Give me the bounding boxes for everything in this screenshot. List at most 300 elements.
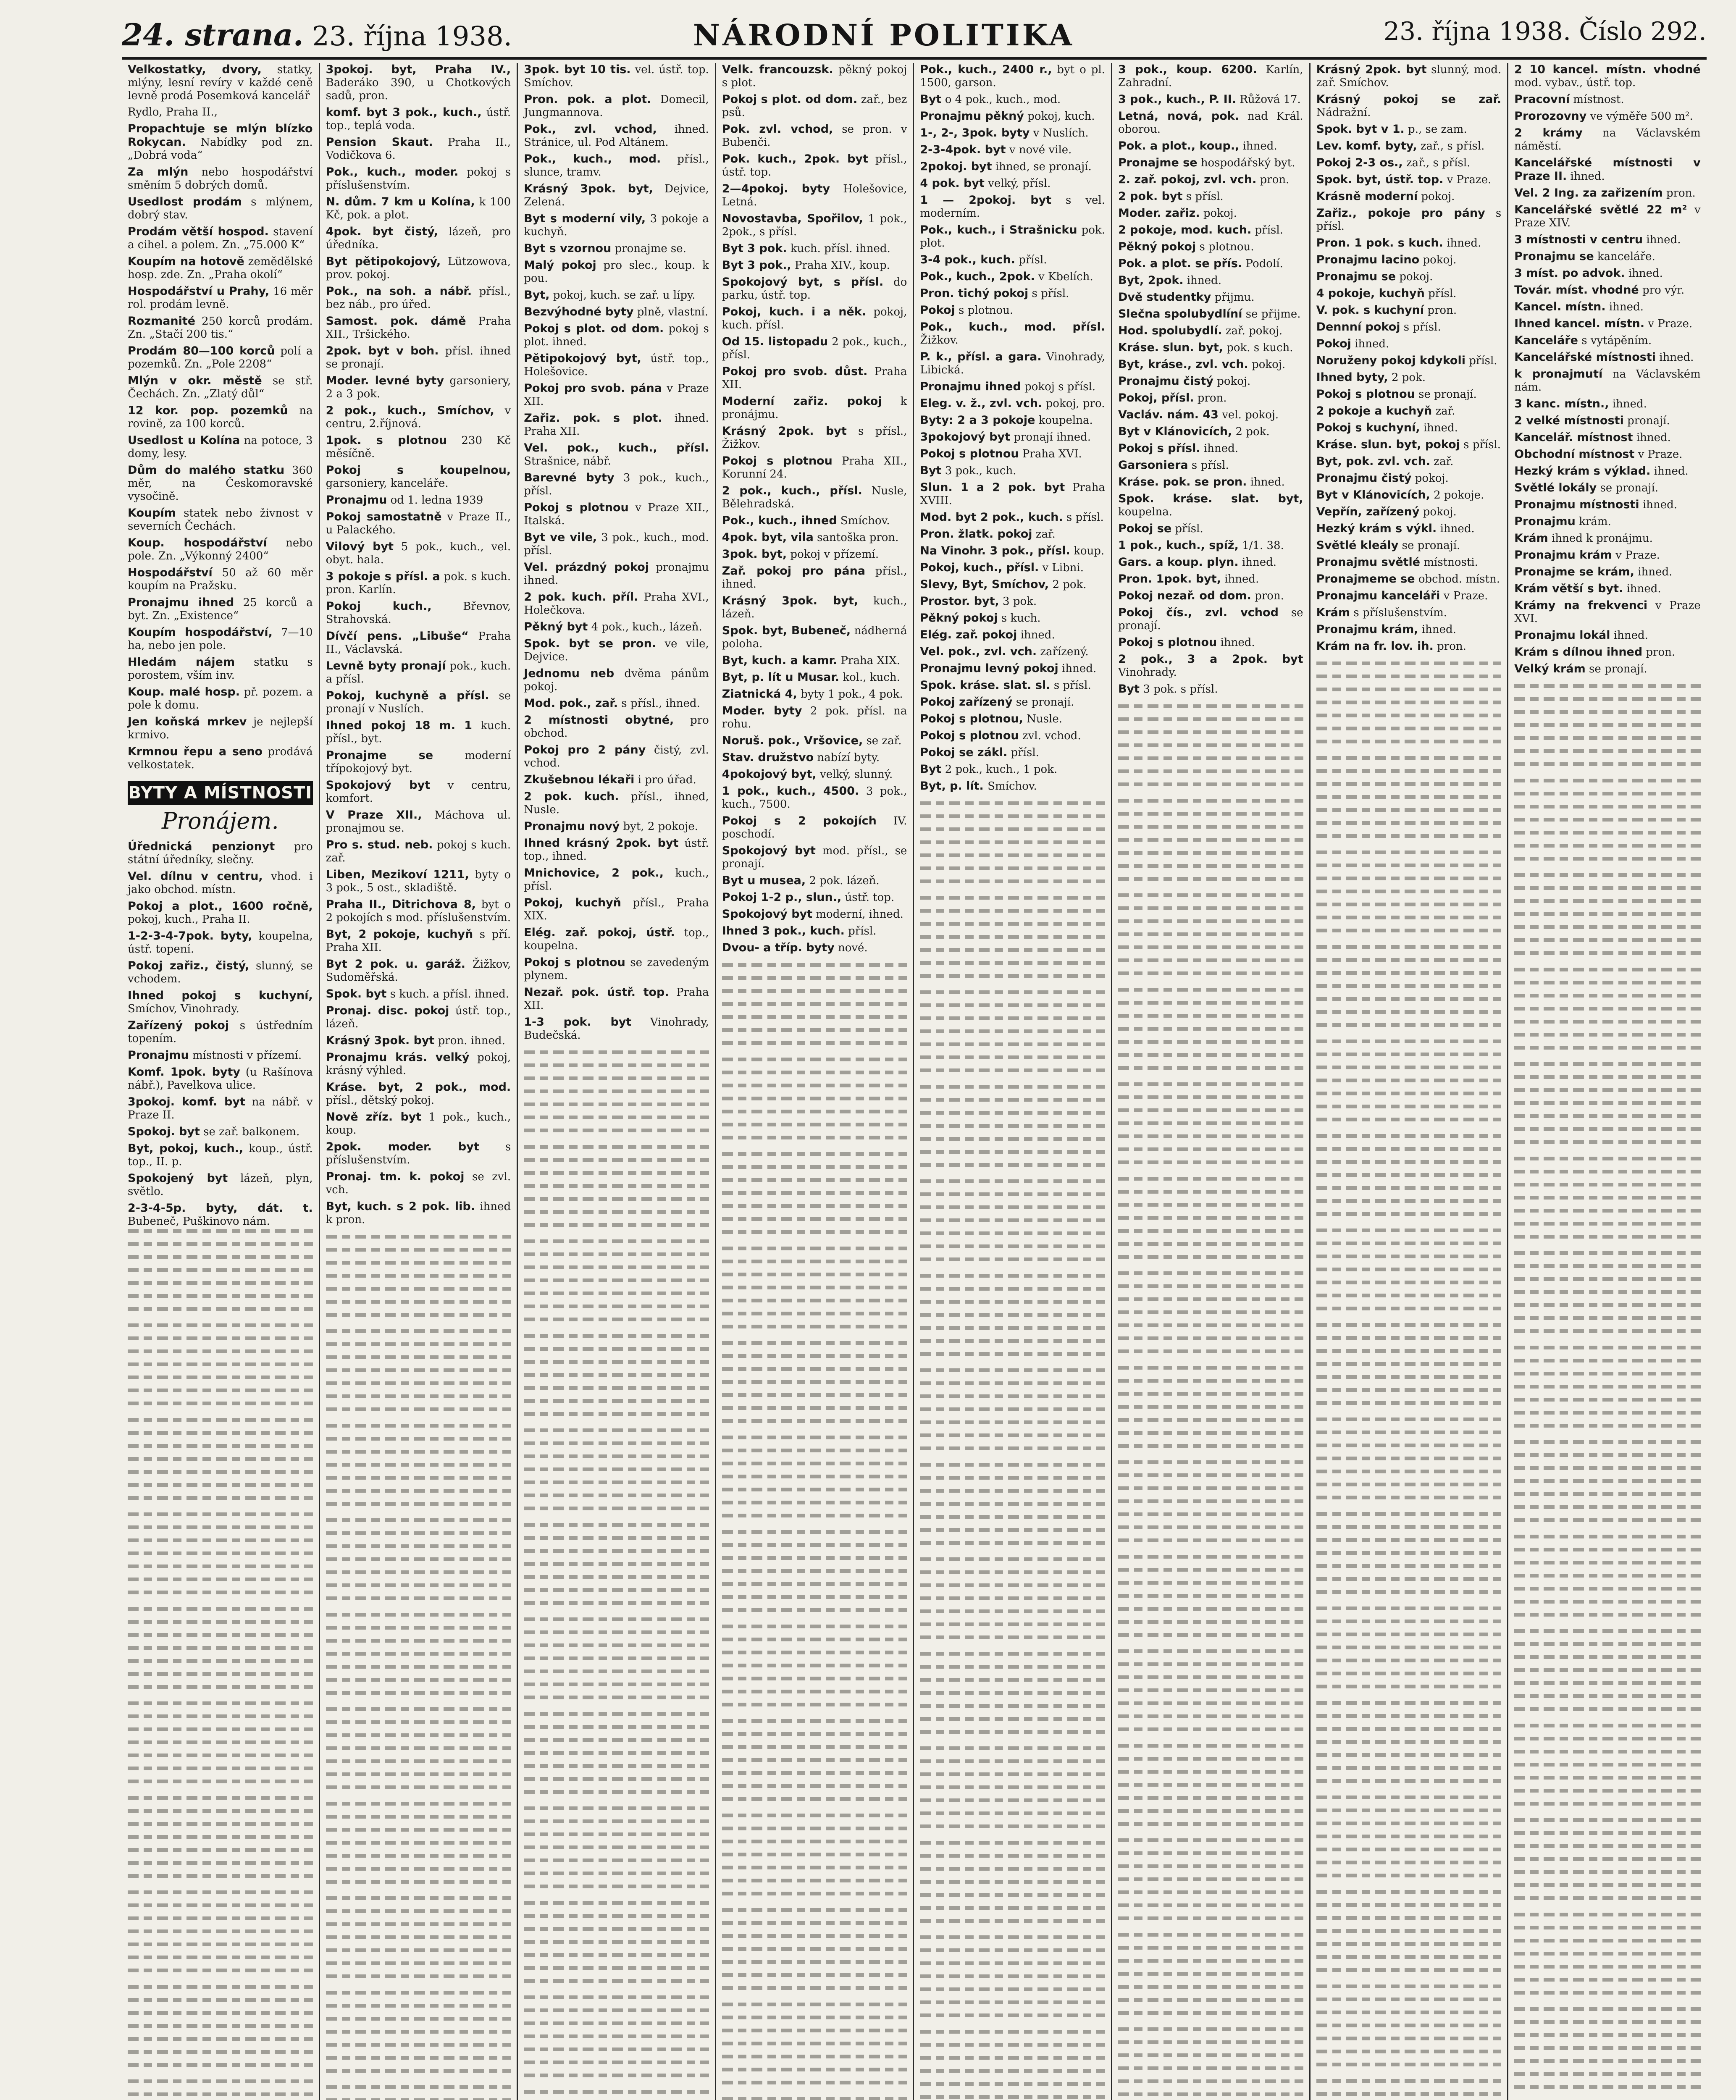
classified-ad bbox=[524, 352, 709, 378]
ad-body: Máchova ul. pronajmou se. bbox=[326, 809, 511, 835]
ad-body: ihned. bbox=[1020, 629, 1055, 641]
classified-ad bbox=[1118, 156, 1303, 170]
text-line bbox=[1118, 699, 1303, 712]
dense-text-texture bbox=[920, 796, 1105, 2100]
ad-body: ihned. bbox=[1220, 636, 1255, 649]
classified-ad bbox=[1316, 63, 1502, 89]
text-line bbox=[326, 1969, 511, 1982]
text-line bbox=[1514, 976, 1701, 989]
text-line bbox=[128, 1586, 313, 1599]
text-line bbox=[722, 1186, 907, 1199]
text-line bbox=[326, 1647, 511, 1660]
text-line bbox=[920, 904, 1105, 917]
classified-ad bbox=[326, 1051, 511, 1077]
ad-body: nebo hospodářství směním 5 dobrých domů. bbox=[128, 166, 313, 192]
text-line bbox=[722, 1375, 907, 1388]
text-line bbox=[1118, 764, 1303, 777]
text-line bbox=[1514, 1702, 1701, 1715]
text-line bbox=[1118, 1426, 1303, 1439]
ad-body: s ústředním topením. bbox=[128, 1019, 313, 1045]
ad-body: přísl., ihned, Nusle. bbox=[524, 790, 709, 816]
text-line bbox=[1118, 1859, 1303, 1872]
text-line bbox=[920, 1252, 1105, 1265]
text-line bbox=[1514, 1973, 1701, 1986]
ad-body: do parku, ústř. top. bbox=[722, 276, 907, 302]
ad-headline: Pok., zvl. vchod, bbox=[524, 123, 657, 136]
text-line bbox=[1118, 1494, 1303, 1507]
classified-ad bbox=[326, 1004, 511, 1031]
ad-body: ihned. bbox=[1609, 301, 1644, 313]
ad-headline: 4pok. byt čistý, bbox=[326, 225, 439, 238]
ad-headline: Pok. kuch., 2pok. byt bbox=[722, 152, 868, 165]
ad-headline: Pronajmu se bbox=[1316, 270, 1396, 283]
text-line bbox=[1316, 682, 1502, 696]
classified-ad bbox=[1514, 431, 1701, 444]
ad-headline: Byt, kuch. a kamr. bbox=[722, 654, 838, 667]
text-line bbox=[1118, 940, 1303, 953]
text-line bbox=[1118, 1846, 1303, 1859]
classified-ad bbox=[1514, 203, 1701, 230]
classified-ad bbox=[524, 412, 709, 438]
text-line bbox=[1118, 1468, 1303, 1481]
ad-body: 250 korců prodám. Zn. „Stačí 200 tis.“ bbox=[128, 315, 313, 341]
text-line bbox=[1514, 1569, 1701, 1582]
text-line bbox=[524, 1651, 709, 1664]
classified-ad bbox=[722, 548, 907, 561]
text-line bbox=[920, 1660, 1105, 1673]
text-line bbox=[1514, 894, 1701, 907]
ad-body: pokoj, kuch., Praha II. bbox=[128, 913, 250, 926]
ad-headline: 3 kanc. místn., bbox=[1514, 397, 1609, 410]
text-line bbox=[326, 1780, 511, 1793]
text-line bbox=[920, 1591, 1105, 1604]
ad-headline: Pokoj pro 2 pány bbox=[524, 743, 646, 756]
text-line bbox=[1514, 1217, 1701, 1230]
text-line bbox=[722, 1160, 907, 1173]
text-line bbox=[722, 1603, 907, 1616]
text-line bbox=[1316, 722, 1502, 735]
ad-headline: Pěkný pokoj bbox=[920, 612, 998, 625]
classified-ad bbox=[128, 1066, 313, 1092]
ad-headline: Vel. pok., zvl. vch. bbox=[920, 645, 1037, 658]
text-line bbox=[524, 1299, 709, 1312]
classified-ad bbox=[128, 1019, 313, 1045]
text-line bbox=[722, 984, 907, 997]
text-line bbox=[1118, 807, 1303, 820]
classified-ad bbox=[920, 110, 1105, 123]
classified-ad bbox=[1316, 421, 1502, 435]
text-line bbox=[128, 2032, 313, 2045]
ad-headline: Pronajmu kanceláři bbox=[1316, 589, 1440, 602]
text-line bbox=[722, 1362, 907, 1375]
classified-ad bbox=[128, 225, 313, 252]
text-line bbox=[1316, 1155, 1502, 1168]
text-line bbox=[920, 1347, 1105, 1360]
ad-body: pokoj, krásný výhled. bbox=[326, 1051, 511, 1077]
ad-body: ihned. bbox=[1421, 623, 1456, 636]
text-line bbox=[920, 2077, 1105, 2090]
ad-headline: 1 — 2pokoj. byt bbox=[920, 194, 1052, 207]
text-line bbox=[920, 796, 1105, 809]
classified-ad bbox=[920, 126, 1105, 140]
ad-body: v Libni. bbox=[1042, 562, 1084, 574]
ad-body: pronají. bbox=[1627, 415, 1670, 427]
ad-headline: k pronajmutí bbox=[1514, 368, 1603, 381]
text-line bbox=[920, 1767, 1105, 1780]
classified-ad bbox=[326, 285, 511, 311]
classified-ad bbox=[1118, 274, 1303, 287]
text-line bbox=[1118, 1696, 1303, 1709]
classified-ad bbox=[1316, 337, 1502, 351]
text-line bbox=[1316, 1843, 1502, 1856]
classified-ad bbox=[326, 225, 511, 252]
classified-ad bbox=[1316, 139, 1502, 153]
ad-body: ústř. top., ihned. bbox=[524, 837, 709, 863]
text-line bbox=[1316, 1748, 1502, 1761]
text-line bbox=[1118, 1022, 1303, 1035]
text-line bbox=[1316, 911, 1502, 924]
text-line bbox=[1316, 1370, 1502, 1383]
text-line bbox=[1118, 1520, 1303, 1533]
ad-headline: 1pok. s plotnou bbox=[326, 434, 447, 447]
text-line bbox=[128, 1830, 313, 1843]
text-line bbox=[1316, 885, 1502, 898]
ad-headline: Spokoj. byt bbox=[128, 1125, 200, 1138]
text-line bbox=[1316, 1168, 1502, 1181]
ad-body: se pronají v Nuslích. bbox=[326, 690, 511, 715]
text-line bbox=[524, 1746, 709, 1759]
text-line bbox=[722, 1470, 907, 1483]
text-line bbox=[920, 930, 1105, 943]
text-line bbox=[1316, 2074, 1502, 2087]
newspaper-title: NÁRODNÍ POLITIKA bbox=[693, 18, 1074, 52]
text-line bbox=[1514, 1041, 1701, 1054]
ad-headline: Byt v Klánovicích, bbox=[1118, 425, 1232, 438]
text-line bbox=[326, 2093, 511, 2100]
classified-ad bbox=[920, 320, 1105, 347]
ad-headline: Mod. byt 2 pok., kuch. bbox=[920, 511, 1063, 524]
text-line bbox=[326, 1282, 511, 1295]
text-line bbox=[722, 1590, 907, 1603]
text-line bbox=[524, 2029, 709, 2042]
right-date: 23. října 1938. bbox=[1383, 17, 1571, 46]
classified-columns bbox=[122, 63, 1707, 2100]
ad-headline: Mnichovice, 2 pok., bbox=[524, 866, 664, 879]
column-2 bbox=[320, 63, 518, 2100]
classified-ad bbox=[326, 659, 511, 686]
text-line bbox=[1118, 1550, 1303, 1563]
text-line bbox=[524, 1531, 709, 1544]
ad-body: pron. bbox=[1260, 173, 1290, 186]
text-line bbox=[920, 2025, 1105, 2038]
text-line bbox=[326, 1956, 511, 1969]
ad-body: s vel. moderním. bbox=[920, 194, 1105, 220]
ad-body: ihned. bbox=[1570, 170, 1605, 183]
text-line bbox=[1514, 1122, 1701, 1135]
text-line bbox=[1514, 1259, 1701, 1272]
text-line bbox=[920, 1334, 1105, 1347]
ad-body: 2 pok. lázeň. bbox=[809, 874, 880, 887]
ad-body: s přísl. bbox=[1191, 459, 1229, 472]
text-line bbox=[524, 1583, 709, 1596]
classified-ad bbox=[1316, 589, 1502, 603]
text-line bbox=[1316, 1129, 1502, 1142]
text-line bbox=[722, 1916, 907, 1929]
ad-headline: Pronajmu krám bbox=[1514, 549, 1612, 562]
classified-ad bbox=[524, 620, 709, 634]
ad-headline: 1-, 2-, 3pok. byty bbox=[920, 126, 1030, 139]
ad-headline: Byt pětipokojový, bbox=[326, 255, 441, 268]
text-line bbox=[128, 1357, 313, 1370]
ad-headline: 3pokoj. komf. byt bbox=[128, 1095, 245, 1108]
text-line bbox=[326, 1591, 511, 1604]
text-line bbox=[1118, 820, 1303, 833]
text-line bbox=[722, 1118, 907, 1131]
classified-ad bbox=[1316, 404, 1502, 418]
text-line bbox=[1316, 1276, 1502, 1289]
classified-ad bbox=[920, 414, 1105, 427]
text-line bbox=[920, 1308, 1105, 1321]
classified-ad bbox=[128, 464, 313, 503]
ad-body: kuch. přísl. ihned. bbox=[790, 242, 890, 255]
text-line bbox=[1316, 872, 1502, 885]
text-line bbox=[326, 2080, 511, 2093]
ad-body: přísl., ihned. bbox=[722, 565, 907, 591]
ad-body: se pronají. bbox=[1589, 663, 1647, 675]
text-line bbox=[1514, 731, 1701, 744]
ad-headline: Pro s. stud. neb. bbox=[326, 838, 433, 851]
text-line bbox=[920, 1119, 1105, 1132]
ad-body: pro slec., koup. k pou. bbox=[524, 259, 709, 285]
text-line bbox=[722, 1809, 907, 1822]
text-line bbox=[1118, 1589, 1303, 1602]
text-line bbox=[1118, 1237, 1303, 1250]
dense-text-texture bbox=[1514, 679, 1701, 2100]
ad-headline: Prostor. byt, bbox=[920, 595, 999, 608]
text-line bbox=[1316, 1628, 1502, 1641]
ad-body: pro státní úředníky, slečny. bbox=[128, 840, 313, 866]
text-line bbox=[1316, 1181, 1502, 1194]
text-line bbox=[326, 2012, 511, 2025]
ad-headline: Pokoj 2-3 os., bbox=[1316, 156, 1403, 169]
text-line bbox=[722, 1835, 907, 1848]
ad-body: v Praze. bbox=[1638, 448, 1683, 461]
text-line bbox=[722, 1225, 907, 1238]
text-line bbox=[920, 1888, 1105, 1901]
ad-body: 2 pok. bbox=[1391, 371, 1426, 384]
text-line bbox=[128, 1817, 313, 1830]
text-line bbox=[128, 1667, 313, 1680]
text-line bbox=[128, 1318, 313, 1331]
text-line bbox=[128, 1302, 313, 1315]
text-line bbox=[524, 1853, 709, 1866]
classified-ad bbox=[326, 868, 511, 895]
ad-headline: Ihned byty, bbox=[1316, 371, 1388, 384]
classified-ad bbox=[1316, 572, 1502, 586]
ad-body: přísl., dětský pokoj. bbox=[326, 1094, 434, 1107]
ad-body: přísl., bez náb., pro úřed. bbox=[326, 285, 511, 311]
classified-ad bbox=[524, 866, 709, 893]
ad-body: místnost. bbox=[1573, 93, 1624, 106]
text-line bbox=[1118, 996, 1303, 1009]
ad-body: s plotnou. bbox=[1199, 241, 1254, 253]
text-line bbox=[722, 1242, 907, 1255]
classified-ad bbox=[128, 344, 313, 371]
ad-body: přísl. bbox=[1428, 287, 1457, 300]
text-line bbox=[1514, 1324, 1701, 1337]
ad-headline: Byt, kráse., zvl. vch. bbox=[1118, 358, 1248, 371]
text-line bbox=[722, 1903, 907, 1916]
ad-headline: 3pokojový byt bbox=[920, 430, 1011, 444]
text-line bbox=[1514, 1543, 1701, 1556]
ad-headline: Mlýn v okr. městě bbox=[128, 374, 262, 387]
text-line bbox=[1514, 1002, 1701, 1015]
text-line bbox=[1514, 1070, 1701, 1083]
classified-ad bbox=[920, 287, 1105, 300]
text-line bbox=[1316, 1992, 1502, 2006]
text-line bbox=[524, 1449, 709, 1462]
text-line bbox=[1514, 1865, 1701, 1878]
ad-body: pok. s kuch. bbox=[1226, 341, 1293, 354]
text-line bbox=[326, 1432, 511, 1445]
text-line bbox=[524, 1368, 709, 1381]
classified-ad bbox=[920, 253, 1105, 267]
classified-ad bbox=[1514, 63, 1701, 89]
ad-headline: Pok. a plot., koup., bbox=[1118, 139, 1240, 152]
classified-ad bbox=[722, 814, 907, 841]
ad-headline: Za mlýn bbox=[128, 165, 189, 178]
classified-ad bbox=[524, 63, 709, 89]
ad-headline: 2 10 kancel. místn. vhodné bbox=[1514, 63, 1701, 76]
ad-body: 2 pok. bbox=[1235, 425, 1270, 438]
text-line bbox=[524, 1502, 709, 1515]
text-line bbox=[1316, 2019, 1502, 2032]
ad-body: pokoj. bbox=[1423, 254, 1457, 266]
ad-body: místnosti. bbox=[1423, 556, 1478, 569]
text-line bbox=[128, 1885, 313, 1898]
text-line bbox=[1118, 1266, 1303, 1279]
ad-body: Vinohrady, Libická. bbox=[920, 351, 1105, 376]
ad-headline: 4 pok. byt bbox=[920, 177, 985, 190]
text-line bbox=[326, 1539, 511, 1552]
classified-ad bbox=[1118, 442, 1303, 455]
ad-headline: 3pokoj. byt, Praha IV., bbox=[326, 63, 511, 76]
ad-body: nové. bbox=[838, 942, 868, 954]
text-line bbox=[524, 1909, 709, 1922]
classified-ad bbox=[128, 715, 313, 742]
text-line bbox=[524, 1664, 709, 1677]
text-line bbox=[920, 1686, 1105, 1699]
ad-body: 230 Kč měsíčně. bbox=[326, 434, 511, 460]
ad-headline: Velk. francouzsk. bbox=[722, 63, 833, 76]
text-line bbox=[722, 1281, 907, 1294]
text-line bbox=[1118, 1911, 1303, 1924]
classified-ad bbox=[128, 315, 313, 341]
text-line bbox=[128, 1491, 313, 1504]
text-line bbox=[128, 1383, 313, 1396]
text-line bbox=[920, 1174, 1105, 1187]
text-line bbox=[1514, 1530, 1701, 1543]
classified-ad bbox=[128, 165, 313, 192]
text-line bbox=[1316, 1559, 1502, 1572]
text-line bbox=[1514, 1745, 1701, 1758]
text-line bbox=[326, 1578, 511, 1591]
text-line bbox=[920, 1484, 1105, 1497]
text-line bbox=[920, 1239, 1105, 1252]
ad-body: pok., kuch. a přísl. bbox=[326, 660, 511, 685]
ad-body: se pronají. bbox=[1118, 606, 1303, 632]
classified-ad bbox=[1118, 459, 1303, 472]
text-line bbox=[1514, 1676, 1701, 1689]
classified-ad bbox=[128, 1142, 313, 1168]
classified-ad bbox=[128, 1172, 313, 1198]
text-line bbox=[326, 1836, 511, 1849]
text-line bbox=[326, 1526, 511, 1539]
ad-body: přísl. bbox=[1019, 254, 1047, 266]
text-line bbox=[1316, 1302, 1502, 1315]
text-line bbox=[722, 1401, 907, 1414]
text-line bbox=[920, 809, 1105, 822]
ad-body: zař., bez psů. bbox=[722, 93, 907, 119]
ad-body: hospodářský byt. bbox=[1200, 157, 1295, 169]
ad-body: Holešovice, Letná. bbox=[722, 183, 907, 208]
classified-ad bbox=[1514, 233, 1701, 247]
classified-ad bbox=[722, 425, 907, 451]
classified-ad bbox=[1514, 317, 1701, 331]
text-line bbox=[920, 1471, 1105, 1484]
text-line bbox=[920, 1875, 1105, 1888]
ad-body: byt o pl. 1500, garson. bbox=[920, 63, 1105, 89]
classified-ad bbox=[1514, 93, 1701, 106]
ad-body: Praha XVI. bbox=[1022, 448, 1082, 460]
text-line bbox=[128, 1911, 313, 1924]
text-line bbox=[1316, 1207, 1502, 1220]
text-line bbox=[326, 1402, 511, 1415]
text-line bbox=[1118, 1129, 1303, 1142]
ad-headline: Krásný 3pok. byt, bbox=[722, 594, 859, 607]
classified-ad bbox=[920, 696, 1105, 709]
text-line bbox=[1514, 1556, 1701, 1569]
ad-body: Rydlo, Praha II., bbox=[128, 106, 218, 118]
ad-body: 3 pok., kuch., 7500. bbox=[722, 785, 907, 811]
ad-headline: Usedlost u Kolína bbox=[128, 434, 240, 447]
ad-body: s pří. Praha XII. bbox=[326, 928, 511, 954]
text-line bbox=[1118, 712, 1303, 725]
ad-headline: 2. zař. pokoj, zvl. vch. bbox=[1118, 173, 1257, 186]
ad-body: Vinohrady. bbox=[1118, 666, 1177, 679]
text-line bbox=[1118, 888, 1303, 901]
text-line bbox=[326, 1256, 511, 1269]
ad-body: přísl., ústř. top. bbox=[722, 153, 907, 178]
ad-body: pokoj, pro. bbox=[1045, 397, 1105, 410]
text-line bbox=[128, 1735, 313, 1748]
text-line bbox=[1118, 1722, 1303, 1735]
text-line bbox=[326, 1337, 511, 1350]
classified-ad bbox=[722, 734, 907, 748]
classified-ad bbox=[326, 195, 511, 222]
classified-ad bbox=[524, 152, 709, 179]
text-line bbox=[722, 971, 907, 984]
ad-headline: Kancelářské místnosti v Praze II. bbox=[1514, 156, 1701, 183]
text-line bbox=[1316, 1425, 1502, 1438]
text-line bbox=[1514, 1230, 1701, 1243]
classified-ad bbox=[1514, 448, 1701, 461]
ad-headline: Pokoj s plotnou, bbox=[920, 712, 1023, 725]
text-line bbox=[1316, 1601, 1502, 1614]
ad-headline: Vepřín, zařízený bbox=[1316, 505, 1420, 518]
ad-headline: Pokoj, kuchyně a přísl. bbox=[326, 689, 489, 702]
classified-ad bbox=[1316, 472, 1502, 485]
